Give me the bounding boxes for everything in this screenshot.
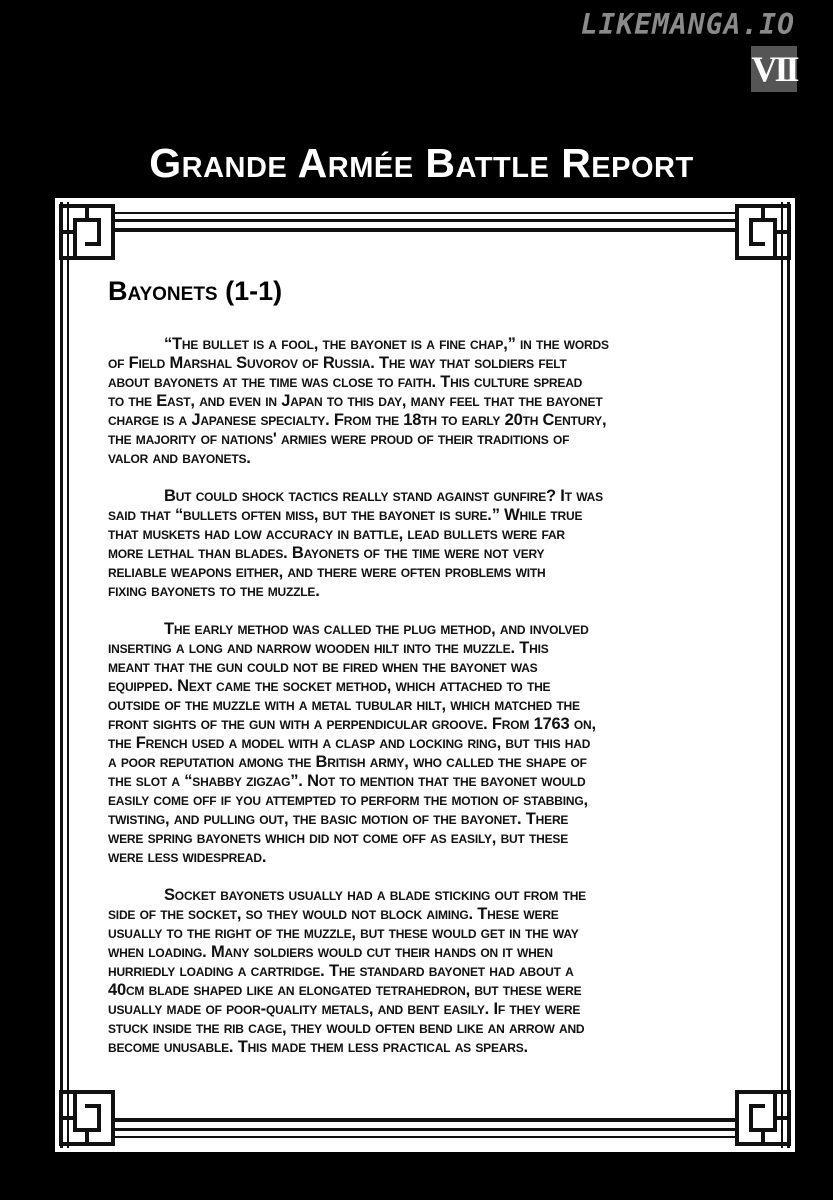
chapter-badge: VII bbox=[751, 46, 797, 92]
paragraph bbox=[108, 487, 738, 601]
corner-ornament-icon bbox=[57, 202, 117, 262]
article bbox=[108, 276, 738, 1076]
text-line: more lethal than blades. Bayonets of the time were not very bbox=[108, 544, 545, 562]
text-line: were spring bayonets which did not come off as easily, but these bbox=[108, 829, 569, 847]
text-line: the majority of nations' armies were proud of their traditions of bbox=[108, 430, 570, 448]
site-watermark: LIKEMANGA.IO bbox=[580, 8, 795, 41]
paragraph bbox=[108, 886, 738, 1057]
text-line: when loading. Many soldiers would cut their hands on it when bbox=[108, 943, 553, 961]
text-line: were less widespread. bbox=[108, 848, 267, 866]
text-line: charge is a Japanese specialty. From the 18th to early 20th Century, bbox=[108, 411, 607, 429]
corner-ornament-icon bbox=[57, 1088, 117, 1148]
text-line: said that “bullets often miss, but the bayonet is sure.” While true bbox=[108, 506, 583, 524]
text-line: that muskets had low accuracy in battle, lead bullets were far bbox=[108, 525, 565, 543]
text-line: of Field Marshal Suvorov of Russia. The way that soldiers felt bbox=[108, 354, 567, 372]
text-line: reliable weapons either, and there were often problems with bbox=[108, 563, 546, 581]
text-line: usually to the right of the muzzle, but these would get in the way bbox=[108, 924, 579, 942]
paragraph bbox=[108, 335, 738, 468]
page-title: Grande Armée Battle Report bbox=[149, 140, 694, 186]
text-line: a poor reputation among the British army, who called the shape of bbox=[108, 753, 587, 771]
text-line: the French used a model with a clasp and locking ring, but this had bbox=[108, 734, 591, 752]
text-line: 40cm blade shaped like an elongated tetrahedron, but these were bbox=[108, 981, 582, 999]
corner-ornament-icon bbox=[733, 1088, 793, 1148]
text-line: easily come off if you attempted to perform the motion of stabbing, bbox=[108, 791, 588, 809]
text-line: usually made of poor-quality metals, and bent easily. If they were bbox=[108, 1000, 581, 1018]
text-line: the slot a “shabby zigzag”. Not to mention that the bayonet would bbox=[108, 772, 586, 790]
text-line: hurriedly loading a cartridge. The standard bayonet had about a bbox=[108, 962, 574, 980]
text-line: equipped. Next came the socket method, which attached to the bbox=[108, 677, 551, 695]
paragraph bbox=[108, 620, 738, 867]
text-line: stuck inside the rib cage, they would often bend like an arrow and bbox=[108, 1019, 585, 1037]
text-line: “The bullet is a fool, the bayonet is a fine chap,” in the words bbox=[164, 335, 609, 353]
section-heading: Bayonets (1-1) bbox=[108, 276, 283, 306]
text-line: about bayonets at the time was close to faith. This culture spread bbox=[108, 373, 583, 391]
text-line: outside of the muzzle with a metal tubular hilt, which matched the bbox=[108, 696, 580, 714]
corner-ornament-icon bbox=[733, 202, 793, 262]
text-line: inserting a long and narrow wooden hilt into the muzzle. This bbox=[108, 639, 549, 657]
text-line: But could shock tactics really stand against gunfire? It was bbox=[164, 487, 603, 505]
text-line: valor and bayonets. bbox=[108, 449, 251, 467]
text-line: front sights of the gun with a perpendicular groove. From 1763 on, bbox=[108, 715, 596, 733]
text-line: twisting, and pulling out, the basic motion of the bayonet. There bbox=[108, 810, 569, 828]
text-line: become unusable. This made them less practical as spears. bbox=[108, 1038, 528, 1056]
text-line: to the East, and even in Japan to this day, many feel that the bayonet bbox=[108, 392, 603, 410]
text-line: The early method was called the plug method, and involved bbox=[164, 620, 589, 638]
text-line: meant that the gun could not be fired when the bayonet was bbox=[108, 658, 538, 676]
text-line: Socket bayonets usually had a blade sticking out from the bbox=[164, 886, 586, 904]
text-line: side of the socket, so they would not block aiming. These were bbox=[108, 905, 559, 923]
text-line: fixing bayonets to the muzzle. bbox=[108, 582, 320, 600]
